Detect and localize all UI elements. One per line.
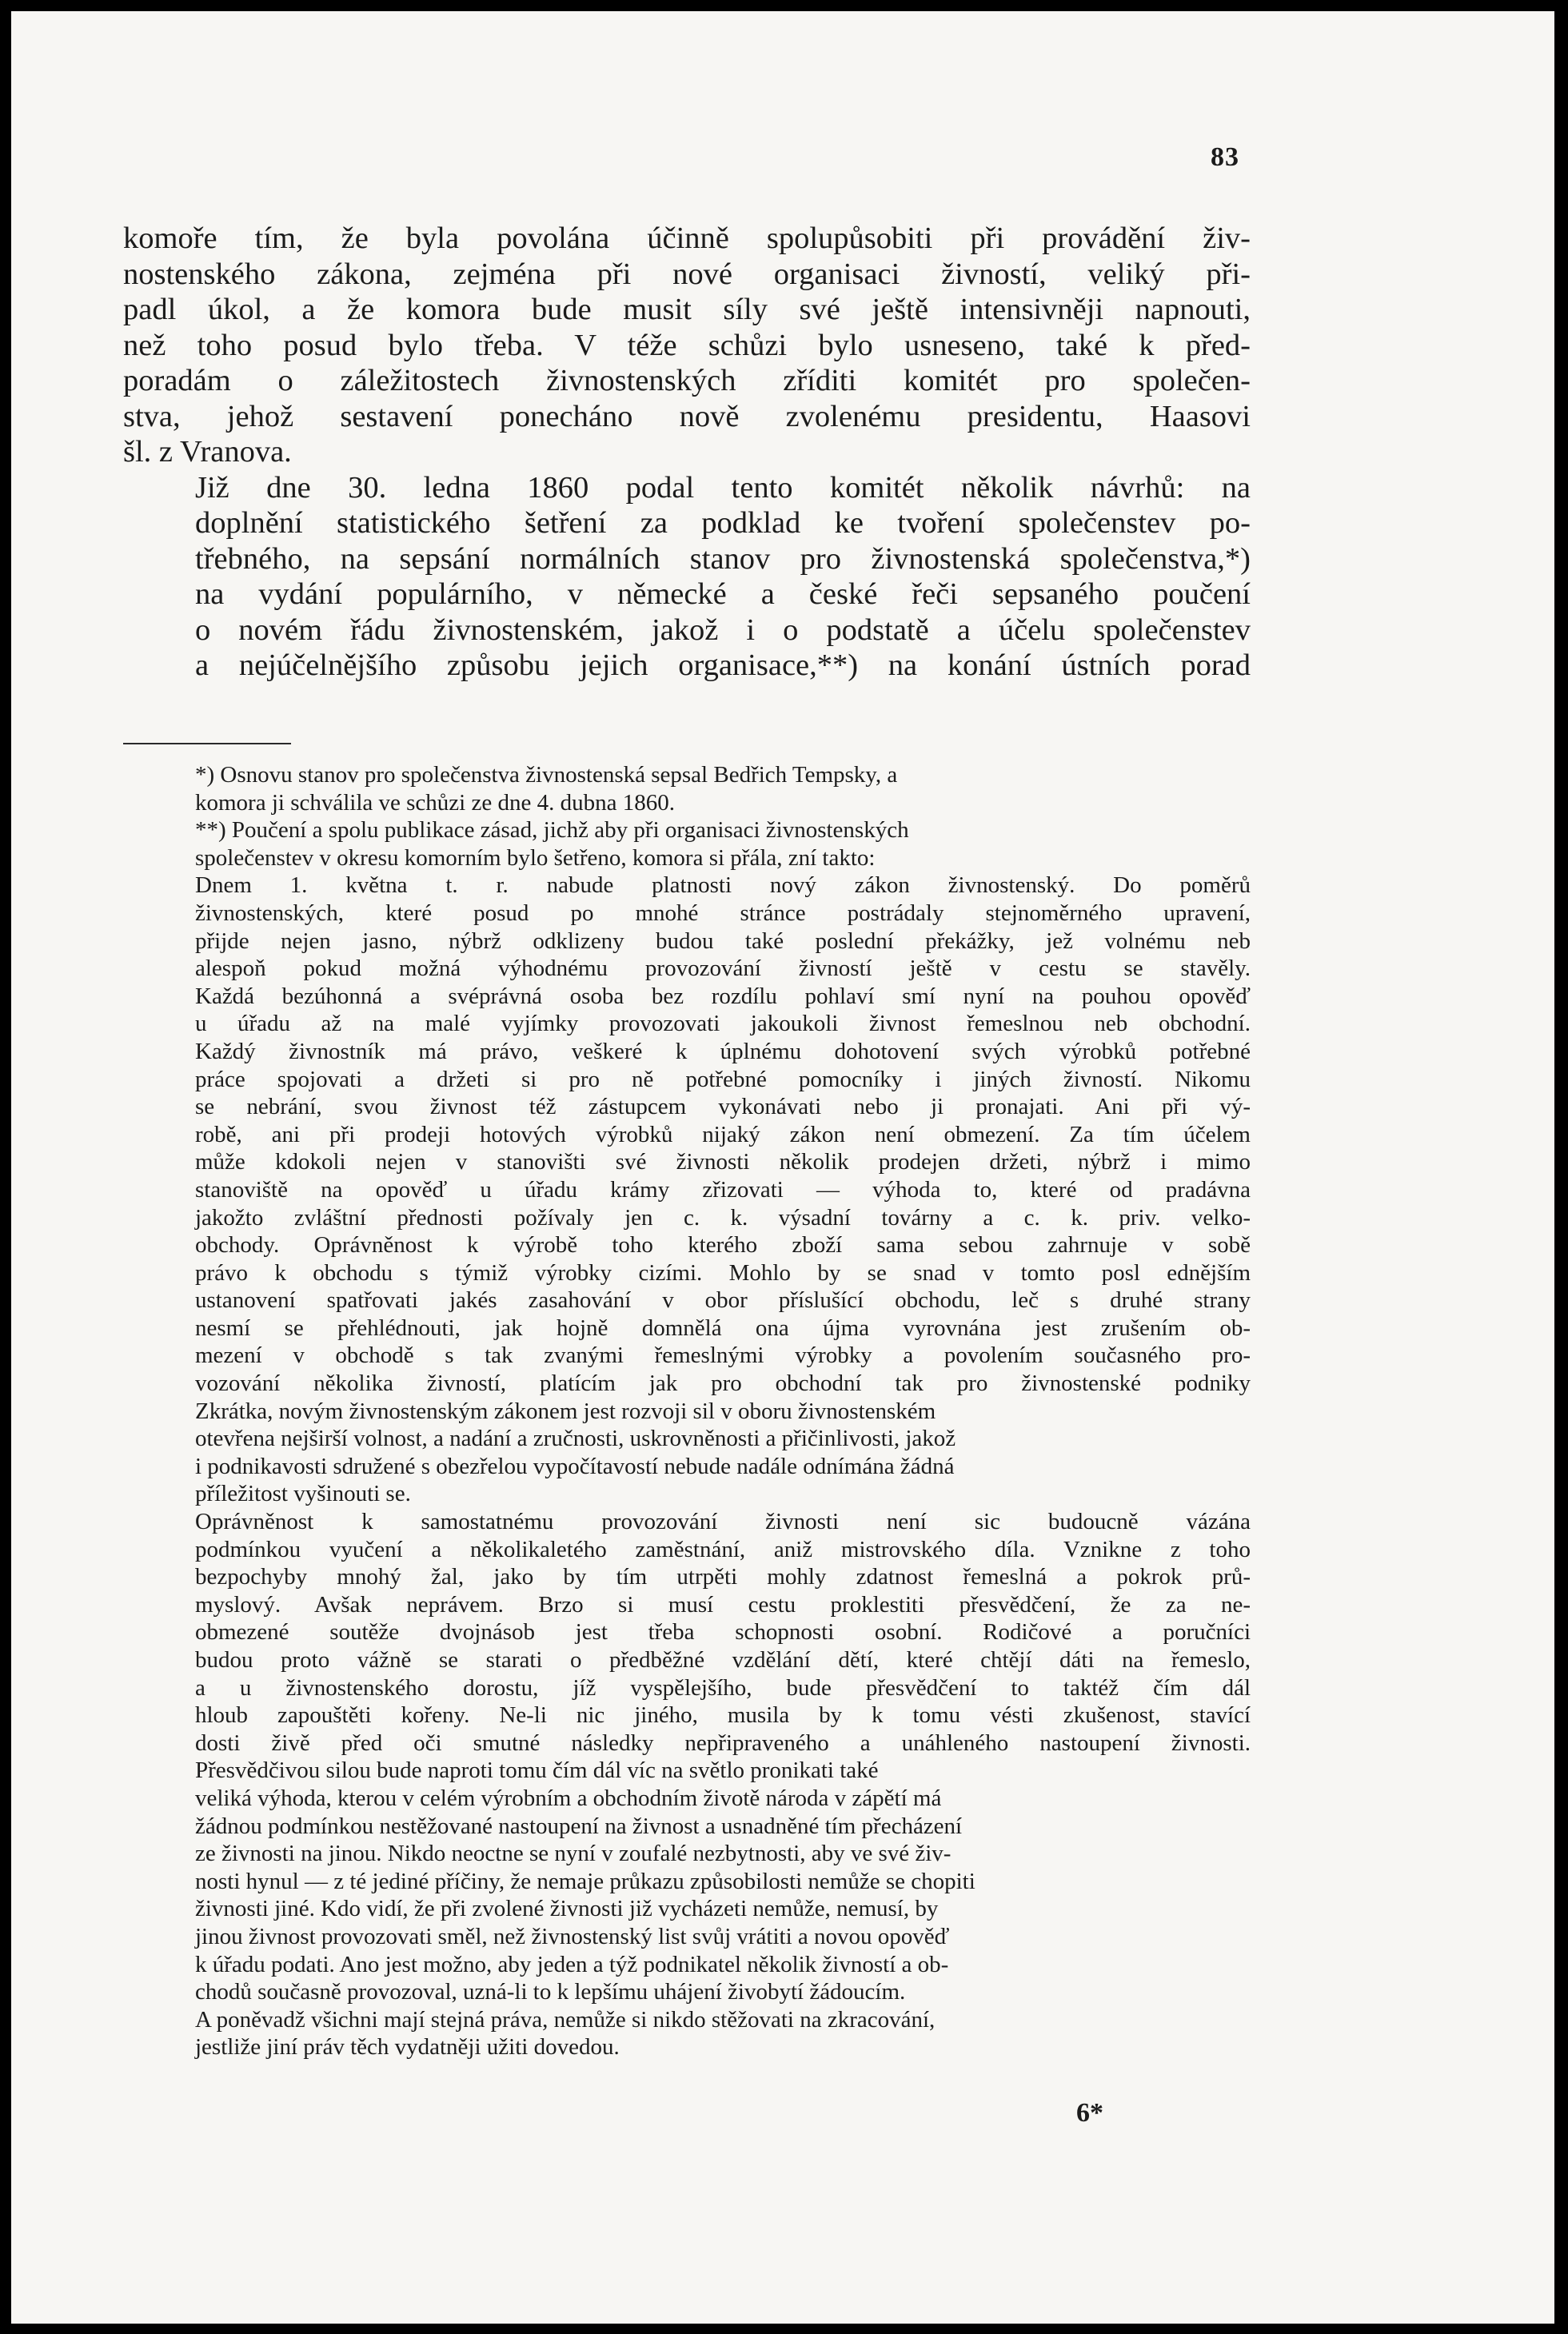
note-line: obmezené soutěže dvojnásob jest třeba schopnosti osobní. Rodičové a poručníci <box>195 1619 1251 1646</box>
note-line: Dnem 1. května t. r. nabude platnosti nový zákon živnostenský. Do poměrů <box>195 872 1251 899</box>
text-line: třebného, na sepsání normálních stanov pro živnostenská společenstva,*) <box>195 541 1251 576</box>
page-number: 83 <box>1211 142 1239 172</box>
note-line: chodů současně provozoval, uzná-li to k lepšímu uhájení živobytí žádoucím. <box>195 1979 906 2005</box>
footnote-2-body-3 <box>123 1508 1251 1757</box>
note-line: hloub zapouštěti kořeny. Ne-li nic jiného, musila by k tomu vésti zkušenost, stavící <box>195 1702 1251 1729</box>
note-line: A poněvadž všichni mají stejná práva, nemůže si nikdo stěžovati na zkracování, <box>195 2006 936 2033</box>
note-line: žádnou podmínkou nestěžované nastoupení na živnost a usnadněné tím přecházení <box>195 1813 963 1839</box>
text-line: komoře tím, že byla povolána účinně spolupůsobiti při provádění živ- <box>123 221 1251 255</box>
note-line: jinou živnost provozovati směl, než živnostenský list svůj vrátiti a novou opověď <box>195 1923 950 1949</box>
footnote-2-body-2 <box>123 1398 1251 1508</box>
footnotes <box>123 761 1251 2061</box>
footnote-2 <box>123 816 1251 872</box>
note-line: i podnikavosti sdružené s obezřelou vypočítavostí nebude nadále odnímána žádná <box>195 1453 955 1479</box>
note-line: nesmí se přehlédnouti, jak hojně domnělá ona újma vyrovnána jest zrušením ob- <box>195 1315 1251 1341</box>
footnote-1 <box>123 761 1251 816</box>
note-line: **) Poučení a spolu publikace zásad, jichž aby při organisaci živnostenských <box>195 817 909 844</box>
note-line: u úřadu až na malé vyjímky provozovati jakoukoli živnost řemeslnou neb obchodní. <box>195 1011 1251 1037</box>
footnote-separator <box>123 743 291 744</box>
text-line: šl. z Vranova. <box>123 435 292 469</box>
note-line: nosti hynul — z té jediné příčiny, že nemaje průkazu způsobilosti nemůže se chopiti <box>195 1868 976 1894</box>
note-line: bezpochyby mnohý žal, jako by tím utrpěti mohly zdatnost řemeslná a pokrok prů- <box>195 1564 1251 1590</box>
note-line: stanoviště na opověď u úřadu krámy zřizovati — výhoda to, které od pradávna <box>195 1176 1251 1203</box>
note-line: jestliže jiní práv těch vydatněji užiti dovedou. <box>195 2034 620 2061</box>
note-line: alespoň pokud možná výhodnému provozování živností ještě v cestu se stavěly. <box>195 956 1251 982</box>
note-line: ze živnosti na jinou. Nikdo neoctne se nyní v zoufalé nezbytnosti, aby ve své živ- <box>195 1841 952 1867</box>
note-line: myslový. Avšak neprávem. Brzo si musí cestu proklestiti přesvědčení, že za ne- <box>195 1591 1251 1618</box>
text-line: a nejúčelnějšího způsobu jejich organisace,**) na konání ústních porad <box>195 648 1251 682</box>
note-line: dosti živě před oči smutné následky nepřipraveného a unáhleného nastoupení živnosti. <box>195 1730 1251 1756</box>
note-line: komora ji schválila ve schůzi ze dne 4. dubna 1860. <box>195 789 675 816</box>
main-paragraph-2 <box>123 470 1251 684</box>
note-line: přijde nejen jasno, nýbrž odklizeny budou také poslední překážky, jež volnému neb <box>195 928 1251 954</box>
text-line: doplnění statistického šetření za podklad ke tvoření společenstev po- <box>195 506 1251 540</box>
text-line: na vydání populárního, v německé a české řeči sepsaného poučení <box>195 577 1251 611</box>
note-line: Přesvědčivou silou bude naproti tomu čím dál víc na světlo pronikati také <box>195 1757 879 1784</box>
note-line: Každá bezúhonná a svéprávná osoba bez rozdílu pohlaví smí nyní na pouhou opověď <box>195 983 1251 1009</box>
note-line: veliká výhoda, kterou v celém výrobním a obchodním životě národa v zápětí má <box>195 1785 942 1811</box>
note-line: k úřadu podati. Ano jest možno, aby jeden a týž podnikatel několik živností a ob- <box>195 1951 949 1977</box>
main-paragraph-1-end <box>123 434 1251 470</box>
note-line: obchody. Oprávněnost k výrobě toho kterého zboží sama sebou zahrnuje v sobě <box>195 1232 1251 1259</box>
text-line: poradám o záležitostech živnostenských zříditi komitét pro společen- <box>123 364 1251 397</box>
footnote-2-body-4 <box>123 1757 1251 2061</box>
text-line: než toho posud bylo třeba. V téže schůzi bylo usneseno, také k před- <box>123 328 1251 362</box>
note-line: jakožto zvláštní přednosti požívaly jen c. k. výsadní továrny a c. k. priv. velko- <box>195 1204 1251 1231</box>
document-page <box>11 11 1554 2324</box>
note-line: společenstev v okresu komorním bylo šetřeno, komora si přála, zní takto: <box>195 844 876 871</box>
text-line: padl úkol, a že komora bude musit síly své ještě intensivněji napnouti, <box>123 293 1251 326</box>
note-line: může kdokoli nejen v stanovišti své živnosti několik prodejen držeti, nýbrž i mimo <box>195 1149 1251 1175</box>
note-line: živnosti jiné. Kdo vidí, že při zvolené živnosti již vycházeti nemůže, nemusí, by <box>195 1896 939 1922</box>
note-line: živnostenských, které posud po mnohé stránce postrádaly stejnoměrného upravení, <box>195 900 1251 926</box>
note-line: budou proto vážně se starati o předběžné vzdělání dětí, které chtějí dáti na řemeslo, <box>195 1647 1251 1673</box>
text-line: Již dne 30. ledna 1860 podal tento komitét několik návrhů: na <box>195 470 1251 505</box>
note-line: právo k obchodu s týmiž výrobky cizími. Mohlo by se snad v tomto posl ednějším <box>195 1259 1251 1286</box>
note-line: práce spojovati a držeti si pro ně potřebné pomocníky i jiných živností. Nikomu <box>195 1066 1251 1092</box>
note-line: Zkrátka, novým živnostenským zákonem jest rozvoji sil v oboru živnostenském <box>195 1398 936 1424</box>
note-line: ustanovení spatřovati jakés zasahování v obor příslušící obchodu, leč s druhé strany <box>195 1287 1251 1314</box>
note-line: se nebrání, svou živnost též zástupcem vykonávati nebo ji pronajati. Ani při vý- <box>195 1094 1251 1120</box>
note-line: mezení v obchodě s tak zvanými řemeslnými výrobky a povolením současného pro- <box>195 1343 1251 1369</box>
footnote-2-body-1 <box>123 872 1251 1397</box>
main-paragraph-1 <box>123 221 1251 434</box>
printer-signature-mark: 6* <box>1076 2098 1103 2128</box>
note-line: *) Osnovu stanov pro společenstva živnostenská sepsal Bedřich Tempsky, a <box>195 762 898 788</box>
main-text <box>123 221 1251 684</box>
note-line: robě, ani při prodeji hotových výrobků nijaký zákon není obmezení. Za tím účelem <box>195 1121 1251 1147</box>
note-line: a u živnostenského dorostu, jíž vyspělejšího, bude přesvědčení to taktéž čím dál <box>195 1674 1251 1701</box>
note-line: Oprávněnost k samostatnému provozování živnosti není sic budoucně vázána <box>195 1509 1251 1535</box>
text-line: nostenského zákona, zejména při nové organisaci živností, veliký při- <box>123 257 1251 291</box>
note-line: Každý živnostník má právo, veškeré k úplnému dohotovení svých výrobků potřebné <box>195 1038 1251 1064</box>
note-line: vozování několika živností, platícím jak pro obchodní tak pro živnostenské podniky <box>195 1370 1251 1397</box>
note-line: příležitost vyšinouti se. <box>195 1481 411 1507</box>
note-line: podmínkou vyučení a několikaletého zaměstnání, aniž mistrovského díla. Vznikne z toho <box>195 1536 1251 1562</box>
text-line: stva, jehož sestavení ponecháno nově zvolenému presidentu, Haasovi <box>123 399 1251 433</box>
text-line: o novém řádu živnostenském, jakož i o podstatě a účelu společenstev <box>195 612 1251 647</box>
note-line: otevřena nejširší volnost, a nadání a zručnosti, uskrovněnosti a přičinlivosti, jakož <box>195 1426 956 1452</box>
